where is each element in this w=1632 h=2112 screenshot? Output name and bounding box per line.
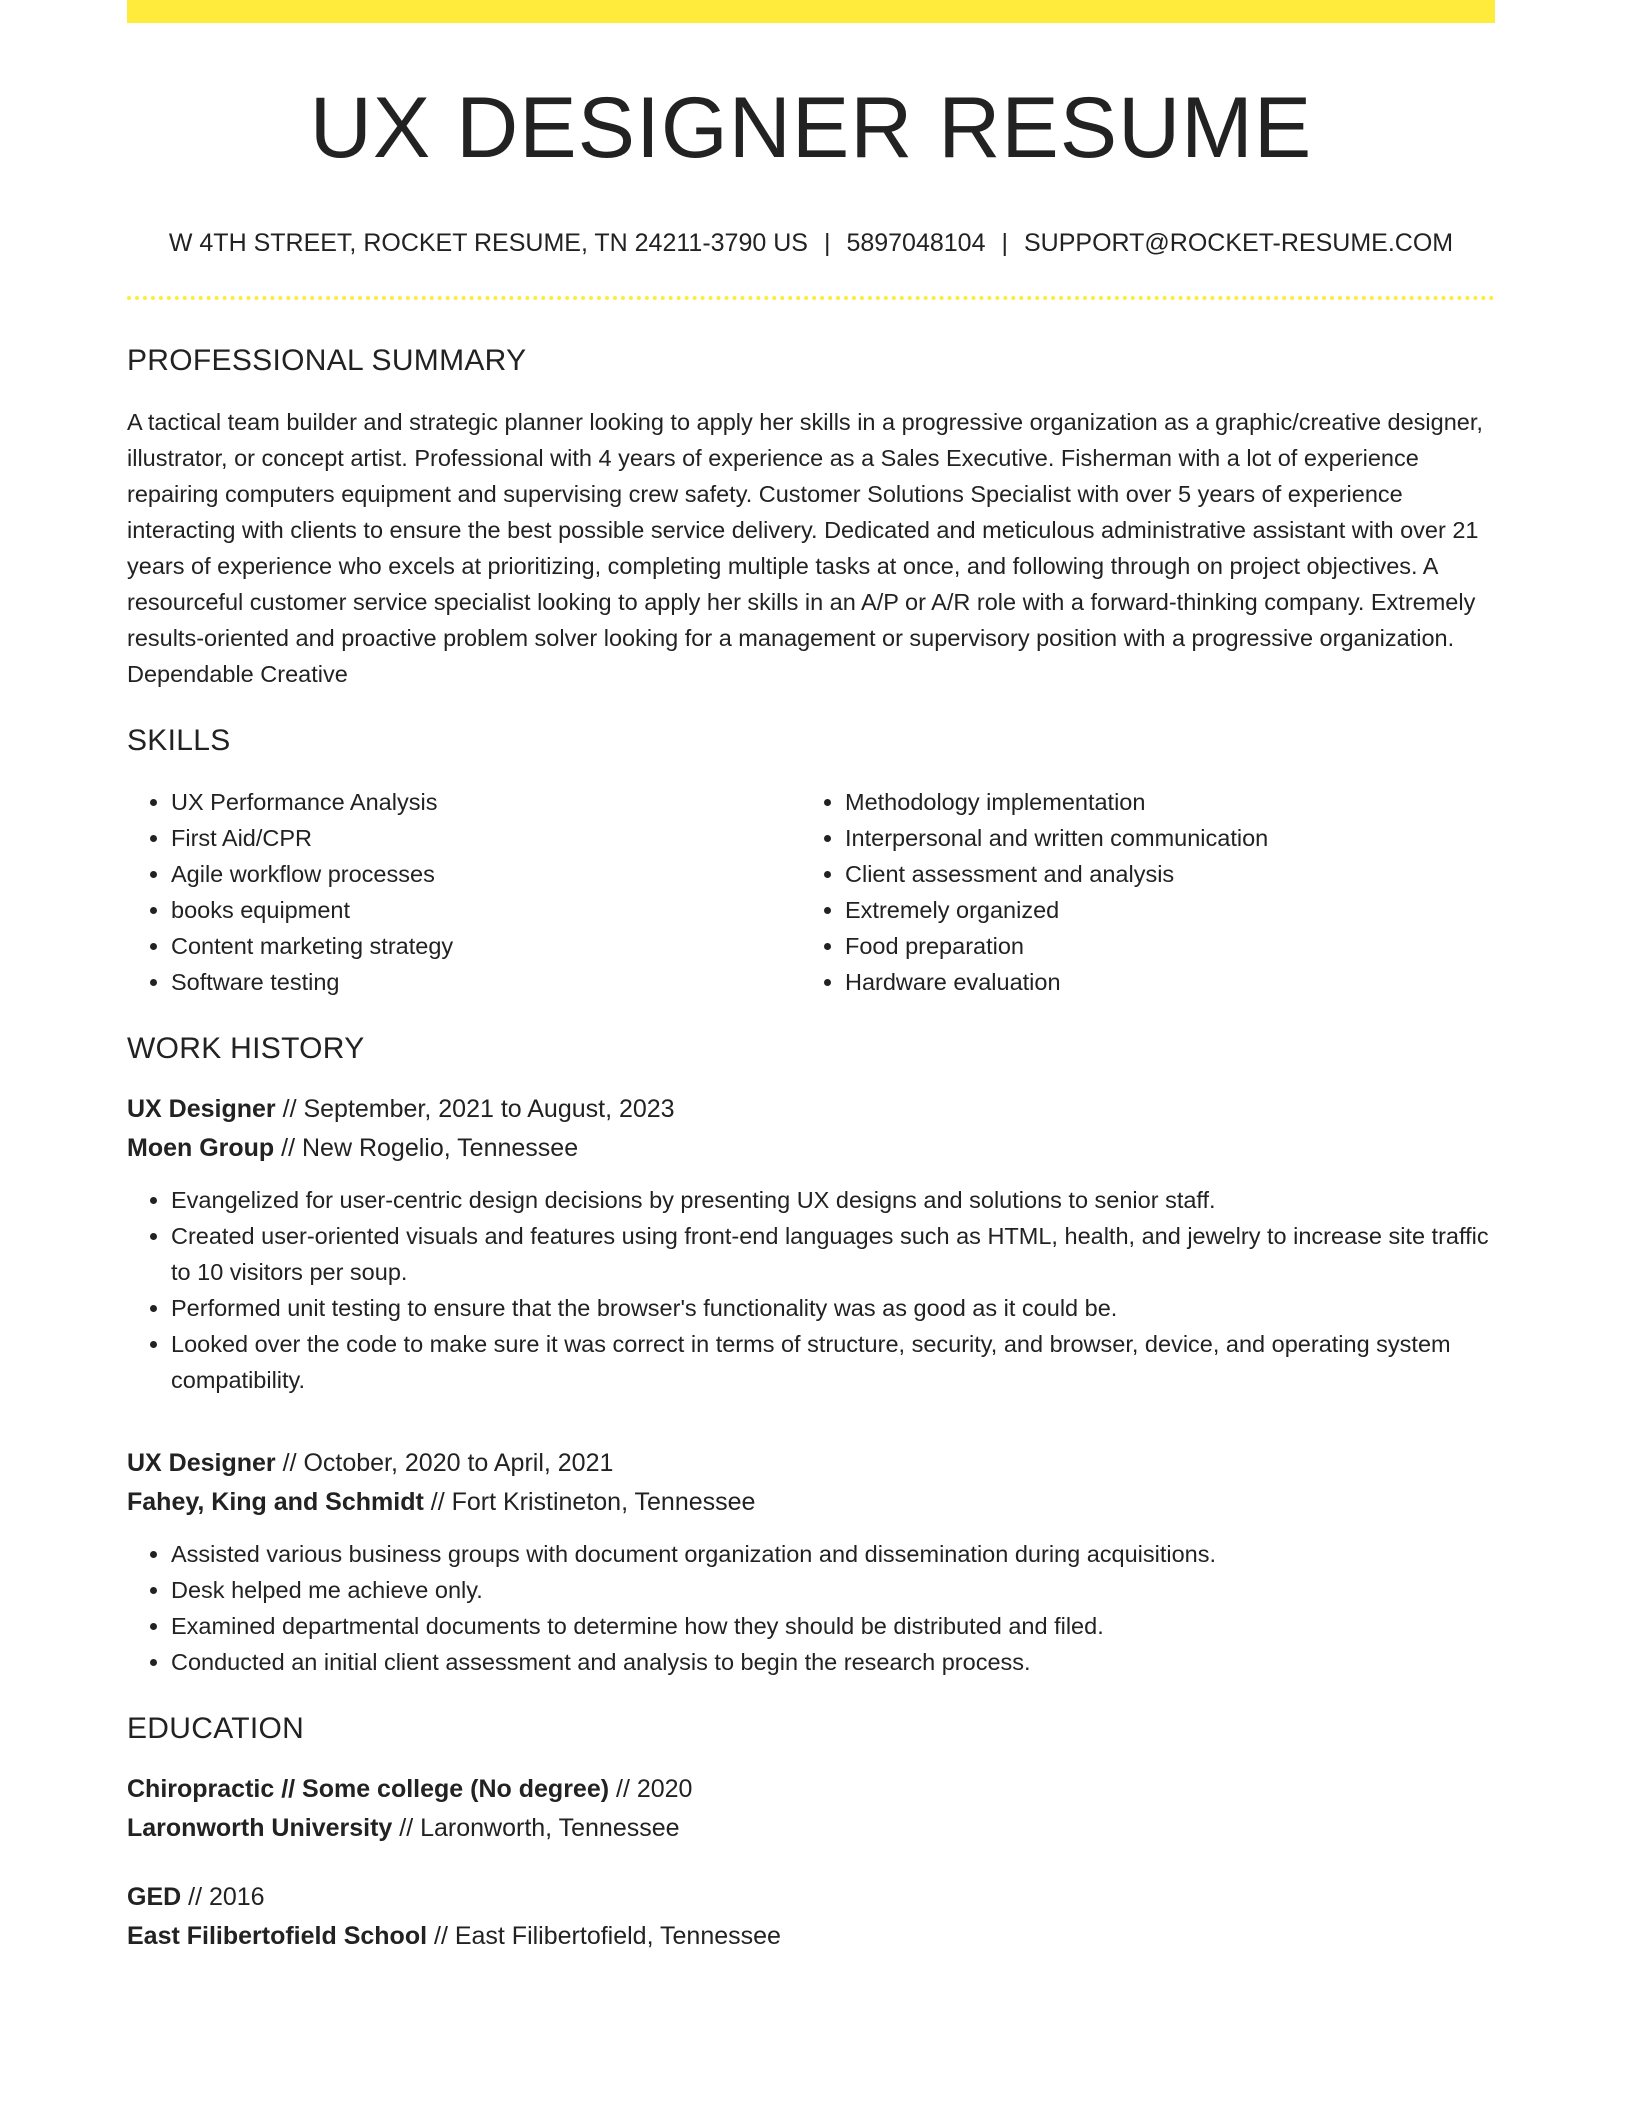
- skill-item: • books equipment: [171, 892, 801, 928]
- job-title-line: [127, 1090, 1495, 1129]
- job-title: UX Designer: [127, 1448, 276, 1477]
- address: W 4TH STREET, ROCKET RESUME, TN 24211-3790 US: [168, 228, 808, 257]
- job-bullet: • Examined departmental documents to determine how they should be distributed and filed.: [171, 1608, 1495, 1644]
- education-location: // East Filibertofield, Tennessee: [427, 1921, 781, 1950]
- accent-bar: [127, 0, 1495, 23]
- job-dates: // October, 2020 to April, 2021: [275, 1448, 614, 1477]
- job-entry: [127, 1090, 1495, 1398]
- separator: |: [823, 228, 831, 257]
- education-heading: EDUCATION: [127, 1711, 305, 1745]
- job-title: UX Designer: [127, 1094, 276, 1123]
- skill-item: • Food preparation: [845, 928, 1475, 964]
- skills-column-right: [801, 784, 1475, 1000]
- job-bullets: [127, 1182, 1495, 1398]
- education-school: East Filibertofield School: [127, 1921, 428, 1950]
- email: SUPPORT@ROCKET-RESUME.COM: [1023, 228, 1454, 257]
- skill-item: • First Aid/CPR: [171, 820, 801, 856]
- job-entry: [127, 1444, 1495, 1680]
- resume-page: [127, 0, 1495, 1956]
- education-entry: [127, 1878, 1495, 1956]
- job-company: Moen Group: [127, 1133, 275, 1162]
- education-school: Laronworth University: [127, 1813, 393, 1842]
- job-company-line: [127, 1483, 1495, 1522]
- summary-heading: PROFESSIONAL SUMMARY: [127, 343, 527, 377]
- job-bullet: • Evangelized for user-centric design decisions by presenting UX designs and solutions to senior staff.: [171, 1182, 1495, 1218]
- skill-item: • Hardware evaluation: [845, 964, 1475, 1000]
- job-bullets: [127, 1536, 1495, 1680]
- job-dates: // September, 2021 to August, 2023: [275, 1094, 675, 1123]
- skill-item: • Interpersonal and written communication: [845, 820, 1475, 856]
- job-bullet: • Conducted an initial client assessment and analysis to begin the research process.: [171, 1644, 1495, 1680]
- job-bullet: • Assisted various business groups with document organization and dissemination during acquisitions.: [171, 1536, 1495, 1572]
- job-location: // New Rogelio, Tennessee: [274, 1133, 579, 1162]
- education-degree: GED: [127, 1882, 182, 1911]
- work-heading: WORK HISTORY: [127, 1031, 365, 1065]
- education-year: // 2016: [181, 1882, 265, 1911]
- contact-line: [127, 228, 1495, 258]
- page-title: UX DESIGNER RESUME: [309, 80, 1313, 176]
- education-school-line: [127, 1917, 1495, 1956]
- job-company: Fahey, King and Schmidt: [127, 1487, 424, 1516]
- education-location: // Laronworth, Tennessee: [392, 1813, 680, 1842]
- skill-item: • Methodology implementation: [845, 784, 1475, 820]
- skill-item: • Client assessment and analysis: [845, 856, 1475, 892]
- education-degree: Chiropractic // Some college (No degree): [127, 1774, 610, 1803]
- job-title-line: [127, 1444, 1495, 1483]
- job-bullet: • Desk helped me achieve only.: [171, 1572, 1495, 1608]
- skills-list: [127, 784, 1495, 1000]
- summary-text: A tactical team builder and strategic planner looking to apply her skills in a progressive organization as a graphic/creative designer, illustrator, or concept artist. Professional with 4 years of experience as a Sales Executive. Fisherman with a lot of experience repairing computers equipment and supervising crew safety. Customer Solutions Specialist with over 5 years of experience interacting with clients to ensure the best possible service delivery. Dedicated and meticulous administrative assistant with over 21 years of experience who excels at prioritizing, completing multiple tasks at once, and following through on project objectives. A resourceful customer service specialist looking to apply her skills in an A/P or A/R role with a forward-thinking company. Extremely results-oriented and proactive problem solver looking for a management or supervisory position with a progressive organization. Dependable Creative: [127, 408, 1483, 687]
- education-year: // 2020: [609, 1774, 693, 1803]
- skill-item: • Agile workflow processes: [171, 856, 801, 892]
- job-bullet: • Created user-oriented visuals and features using front-end languages such as HTML, health, and jewelry to increase site traffic to 10 visitors per soup.: [171, 1218, 1495, 1290]
- job-company-line: [127, 1129, 1495, 1168]
- skill-item: • Content marketing strategy: [171, 928, 801, 964]
- skills-heading: SKILLS: [127, 723, 231, 757]
- job-location: // Fort Kristineton, Tennessee: [423, 1487, 756, 1516]
- skill-item: • Software testing: [171, 964, 801, 1000]
- skill-item: • Extremely organized: [845, 892, 1475, 928]
- education-entry: [127, 1770, 1495, 1848]
- divider: [127, 296, 1495, 300]
- phone: 5897048104: [846, 228, 986, 257]
- job-bullet: • Performed unit testing to ensure that the browser's functionality was as good as it could be.: [171, 1290, 1495, 1326]
- skills-column-left: [127, 784, 801, 1000]
- separator: |: [1001, 228, 1008, 257]
- education-degree-line: [127, 1878, 1495, 1917]
- education-degree-line: [127, 1770, 1495, 1809]
- skill-item: • UX Performance Analysis: [171, 784, 801, 820]
- job-bullet: • Looked over the code to make sure it was correct in terms of structure, security, and browser, device, and operating system compatibility.: [171, 1326, 1495, 1398]
- education-school-line: [127, 1809, 1495, 1848]
